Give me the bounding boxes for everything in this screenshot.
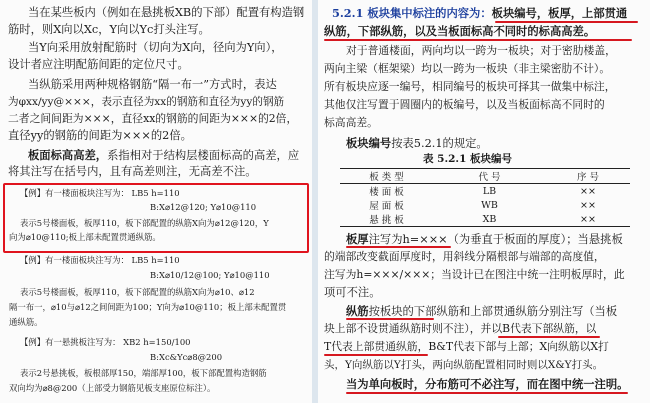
red-underline xyxy=(346,392,628,394)
heading-number: 5.2.1 板块集中标注的内容为： xyxy=(332,6,492,20)
example-line: B:X⌀10/12@100; Y⌀10@110 xyxy=(150,270,270,280)
left-page xyxy=(0,0,312,403)
red-underline xyxy=(346,318,434,320)
example-line: 表示5号楼面板，板厚110，板下部配置的纵筋X向为⌀10、⌀12 xyxy=(20,287,255,297)
right-page xyxy=(318,0,650,403)
table-cell: ×× xyxy=(546,184,630,199)
text-span: 按板块的下部纵筋和上部贯通纵筋分别注写（当板 xyxy=(368,305,618,318)
bold-term: 板厚 xyxy=(346,232,369,246)
text-span: 按表5.2.1的规定。 xyxy=(391,137,488,150)
text-line: 两向主梁（框架梁）均以一跨为一板块（非主梁密肋不计）。 xyxy=(324,62,611,75)
table-row xyxy=(340,198,630,212)
table-cell: ×× xyxy=(580,213,596,225)
text-line: 直径yy的钢筋的间距为×××的2倍。 xyxy=(8,129,192,142)
text-line: 二者之间间距为×××，直径xx的钢筋的间距为×××的2倍， xyxy=(8,112,298,125)
table-cell: 楼 面 板 xyxy=(340,184,433,199)
example-line: 表示5号楼面板，板厚110，板下部配置的纵筋X向为⌀12@120，Y xyxy=(20,218,269,228)
table-row xyxy=(340,212,630,226)
table-header: 板 类 型 xyxy=(369,172,404,183)
table-rule xyxy=(340,226,630,227)
text-line: 当Y向采用放射配筋时（切向为X向，径向为Y向）， xyxy=(28,41,283,54)
text-line: 块上部不设贯通纵筋时则不注），并以B代表下部纵筋，以 xyxy=(324,322,597,335)
text-line: 筋时，则X向以Xc，Y向以Yc打头注写。 xyxy=(8,23,210,36)
text-span: 注写为h=×××（为垂直于板面的厚度）；当悬挑板 xyxy=(368,233,623,246)
red-underline xyxy=(498,336,600,338)
text-line: 设计者应注明配筋间距的定位尺寸。 xyxy=(8,58,189,71)
text-line: 项可不注。 xyxy=(324,286,381,299)
table-cell: WB xyxy=(481,199,498,211)
table-header: 序 号 xyxy=(576,172,600,183)
example-line: 【例】有一悬挑板注写为： XB2 h=150/100 xyxy=(20,337,191,347)
example-line: 【例】有一楼面板块注写为： LB5 h=110 xyxy=(20,255,180,265)
heading-key: 板块编号，板厚，上部贯通 xyxy=(491,6,628,20)
table-title: 表 5.2.1 板块编号 xyxy=(423,153,513,165)
red-underline xyxy=(324,354,428,356)
text-line: 为φxx/yy@×××，表示直径为xx的钢筋和直径为yy的钢筋 xyxy=(8,96,285,108)
text-line: 当在某些板内（例如在悬挑板XB的下部）配置有构造钢 xyxy=(28,6,305,19)
table-cell: LB xyxy=(433,184,546,199)
bold-term: 板块编号 xyxy=(346,136,392,150)
red-underline xyxy=(346,246,451,248)
example-line: B:Xc&Yc⌀8@200 xyxy=(150,352,223,362)
table-header: 代 号 xyxy=(478,172,501,183)
example-line: 【例】有一楼面板块注写为： LB5 h=110 xyxy=(20,188,180,198)
red-underline xyxy=(324,39,632,41)
example-line: 通纵筋。 xyxy=(9,317,43,327)
table-header-row xyxy=(340,169,630,184)
text-line: 标高高差。 xyxy=(324,116,378,129)
example-line: 双向均为⌀8@200（上部受力钢筋见板支座原位标注）。 xyxy=(9,383,216,393)
table-cell: ×× xyxy=(580,199,596,211)
example-line: 向为⌀10@110;板上部未配置贯通纵筋。 xyxy=(9,232,161,242)
example-line: 表示2号悬挑板，板根部厚150，端部厚100，板下部配置构造钢筋 xyxy=(20,368,267,378)
table-cell: 屋 面 板 xyxy=(369,201,404,212)
text-line: 将其注写在括号内，且有高差则注，无高差不注。 xyxy=(8,165,257,178)
bold-term: 纵筋 xyxy=(346,304,369,318)
text-line: 其他仅注写置于圆圈内的板编号，以及当板面标高不同时的 xyxy=(324,98,605,111)
text-line: 的端部改变截面厚度时，用斜线分隔根部与端部的高度值， xyxy=(324,250,605,263)
section-heading xyxy=(332,5,627,21)
table-row xyxy=(340,184,630,199)
text-line: 注写为h=×××/×××；当设计已在图注中统一注明板厚时，此 xyxy=(324,268,625,281)
text-line: 对于普通楼面，两向均以一跨为一板块；对于密肋楼盖， xyxy=(346,44,616,57)
board-code-table xyxy=(340,169,630,226)
section-heading: 纵筋，下部纵筋，以及当板面标高不同时的标高高差。 xyxy=(324,24,596,38)
text-line: 头，Y向纵筋以Y打头，两向纵筋配置相同时则以X&Y打头。 xyxy=(324,359,604,371)
table-cell: 悬 挑 板 xyxy=(369,215,404,226)
text-line: 所有板块应逐一编号，相同编号的板块可择其一做集中标注， xyxy=(324,80,616,93)
text-line: 当为单向板时，分布筋可不必注写，而在图中统一注明。 xyxy=(346,377,629,391)
bold-term: 板面标高高差， xyxy=(28,148,108,162)
table-cell: XB xyxy=(482,213,497,225)
red-underline xyxy=(495,21,638,23)
text-span: 系指相对于结构层楼面标高的高差，应 xyxy=(107,149,300,162)
example-line: B:X⌀12@120; Y⌀10@110 xyxy=(150,202,257,212)
text-line xyxy=(346,135,488,152)
example-line: 隔一布一，⌀10与⌀12之间间距为100；Y向为⌀10@110；板上部未配置贯 xyxy=(9,302,287,312)
text-line: T代表上部贯通纵筋，B&T代表下部与上部；X向纵筋以X打 xyxy=(324,340,609,353)
text-line: 当纵筋采用两种规格钢筋“隔一布一”方式时，表达 xyxy=(28,78,277,91)
text-line xyxy=(28,147,299,164)
